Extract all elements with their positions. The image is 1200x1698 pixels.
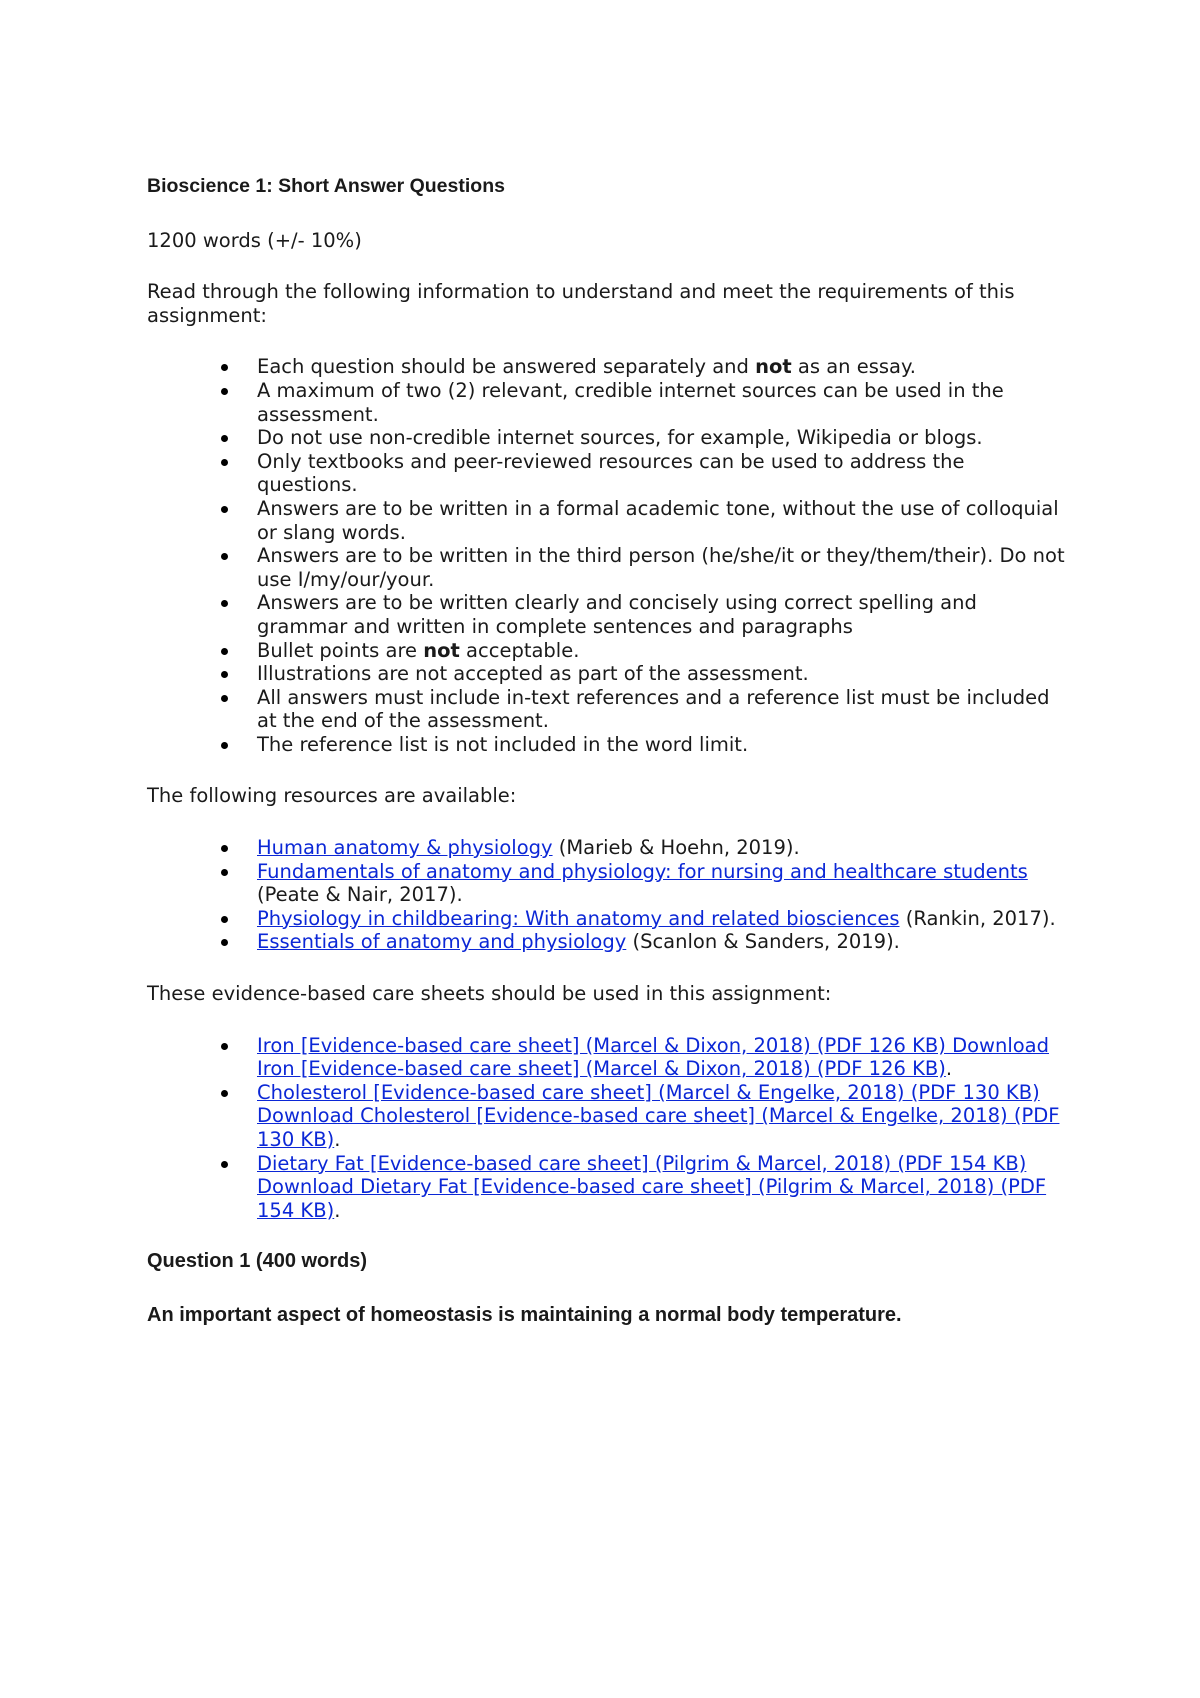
bullet-icon	[221, 742, 228, 749]
emphasis: not	[755, 355, 792, 379]
list-item: Essentials of anatomy and physiology (Scanlon & Sanders, 2019).	[257, 930, 1067, 954]
list-item: Illustrations are not accepted as part of the assessment.	[257, 662, 1067, 686]
resource-link[interactable]: Human anatomy & physiology	[257, 836, 553, 860]
bullet-icon	[221, 869, 228, 876]
document-title: Bioscience 1: Short Answer Questions	[147, 175, 505, 197]
bullet-icon	[221, 1161, 228, 1168]
bullet-icon	[221, 671, 228, 678]
list-item: Do not use non-credible internet sources, for example, Wikipedia or blogs.	[257, 426, 1067, 450]
resource-link[interactable]: Physiology in childbearing: With anatomy and related biosciences	[257, 906, 900, 930]
resources-intro: The following resources are available:	[147, 784, 517, 808]
resources-list	[147, 836, 1067, 954]
bullet-icon	[221, 364, 228, 371]
bullet-icon	[221, 939, 228, 946]
bullet-icon	[221, 695, 228, 702]
bullet-icon	[221, 459, 228, 466]
caresheets-list	[147, 1034, 1067, 1223]
bullet-icon	[221, 506, 228, 513]
list-item: Human anatomy & physiology (Marieb & Hoehn, 2019).	[257, 836, 1067, 860]
bullet-icon	[221, 845, 228, 852]
bullet-icon	[221, 648, 228, 655]
document-page	[147, 175, 1067, 1358]
list-item: Only textbooks and peer-reviewed resources can be used to address the questions.	[257, 450, 1067, 497]
list-item: Answers are to be written clearly and concisely using correct spelling and grammar and written in complete sentences and paragraphs	[257, 591, 1067, 638]
list-item: Iron [Evidence-based care sheet] (Marcel & Dixon, 2018) (PDF 126 KB) Download Iron [Evidence-based care sheet] (Marcel & Dixon, 2018) (PDF 126 KB).	[257, 1034, 1067, 1081]
list-item: Cholesterol [Evidence-based care sheet] (Marcel & Engelke, 2018) (PDF 130 KB) Download Cholesterol [Evidence-based care sheet] (Marcel & Engelke, 2018) (PDF 130 KB).	[257, 1081, 1067, 1152]
list-item: Fundamentals of anatomy and physiology: for nursing and healthcare students (Peate & Nair, 2017).	[257, 860, 1067, 907]
list-item: Answers are to be written in a formal academic tone, without the use of colloquial or slang words.	[257, 497, 1067, 544]
resource-link[interactable]: Essentials of anatomy and physiology	[257, 930, 627, 954]
emphasis: not	[423, 638, 460, 662]
list-item: The reference list is not included in the word limit.	[257, 733, 1067, 757]
bullet-icon	[221, 435, 228, 442]
caresheets-intro: These evidence-based care sheets should be used in this assignment:	[147, 982, 832, 1006]
question-1-prompt: An important aspect of homeostasis is maintaining a normal body temperature.	[147, 1303, 902, 1326]
bullet-icon	[221, 600, 228, 607]
list-item: Answers are to be written in the third person (he/she/it or they/them/their). Do not use I/my/our/your.	[257, 544, 1067, 591]
list-item: Bullet points are not acceptable.	[257, 639, 1067, 663]
requirements-list	[147, 355, 1067, 756]
caresheet-link[interactable]: Iron [Evidence-based care sheet] (Marcel & Dixon, 2018) (PDF 126 KB) Download Iron [Evidence-based care sheet] (Marcel & Dixon, 2018) (PDF 126 KB)	[257, 1033, 1049, 1081]
list-item: Each question should be answered separately and not as an essay.	[257, 355, 1067, 379]
resource-link[interactable]: Fundamentals of anatomy and physiology: for nursing and healthcare students	[257, 859, 1028, 883]
bullet-icon	[221, 1090, 228, 1097]
intro-paragraph: Read through the following information to understand and meet the requirements of this assignment:	[147, 280, 1015, 327]
list-item: All answers must include in-text references and a reference list must be included at the end of the assessment.	[257, 686, 1067, 733]
bullet-icon	[221, 388, 228, 395]
word-count: 1200 words (+/- 10%)	[147, 228, 362, 252]
caresheet-link[interactable]: Dietary Fat [Evidence-based care sheet] (Pilgrim & Marcel, 2018) (PDF 154 KB) Download Dietary Fat [Evidence-based care sheet] (Pilgrim & Marcel, 2018) (PDF 154 KB)	[257, 1151, 1047, 1222]
question-1-heading: Question 1 (400 words)	[147, 1250, 368, 1273]
list-item: Physiology in childbearing: With anatomy and related biosciences (Rankin, 2017).	[257, 907, 1067, 931]
bullet-icon	[221, 916, 228, 923]
list-item: Dietary Fat [Evidence-based care sheet] (Pilgrim & Marcel, 2018) (PDF 154 KB) Download Dietary Fat [Evidence-based care sheet] (Pilgrim & Marcel, 2018) (PDF 154 KB).	[257, 1152, 1067, 1223]
caresheet-link[interactable]: Cholesterol [Evidence-based care sheet] (Marcel & Engelke, 2018) (PDF 130 KB) Download Cholesterol [Evidence-based care sheet] (Marcel & Engelke, 2018) (PDF 130 KB)	[257, 1080, 1060, 1151]
bullet-icon	[221, 553, 228, 560]
list-item: A maximum of two (2) relevant, credible internet sources can be used in the assessment.	[257, 379, 1067, 426]
bullet-icon	[221, 1043, 228, 1050]
